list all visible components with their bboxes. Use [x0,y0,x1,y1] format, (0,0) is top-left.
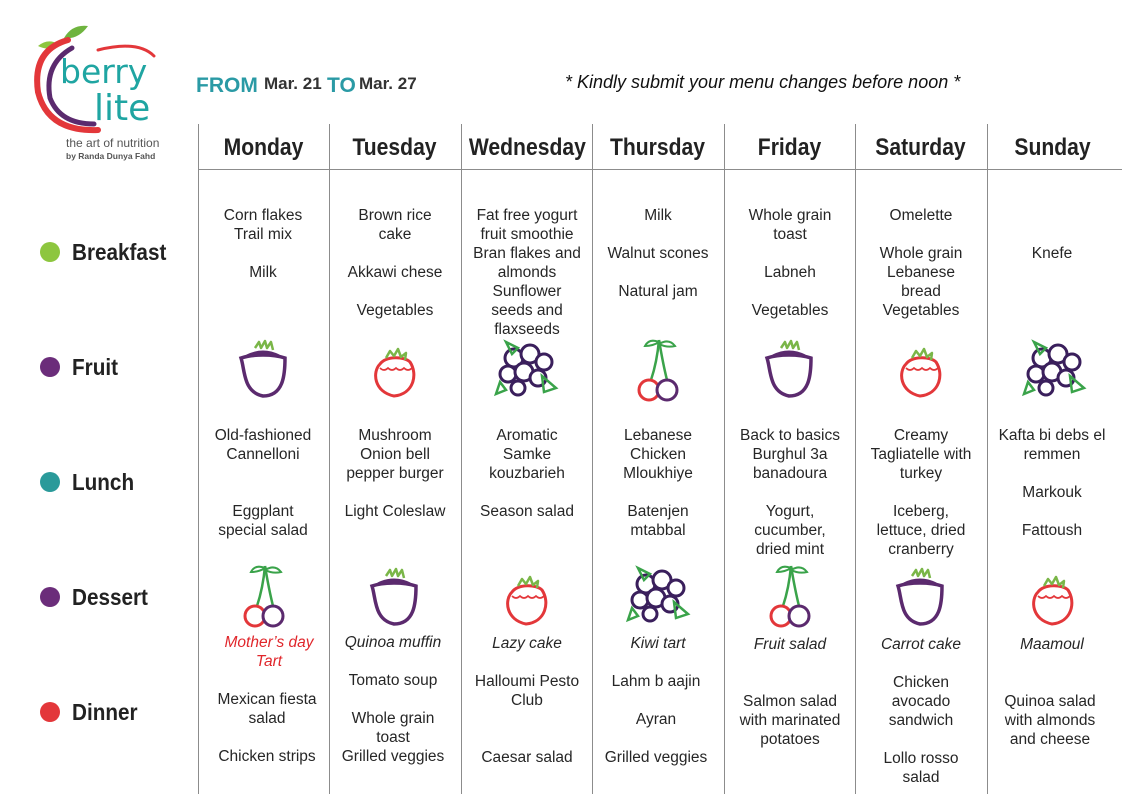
plum-icon [360,564,430,634]
meal-row-breakfast [40,238,177,266]
menu-cell-dinner-monday: Mexican fiesta salad Chicken strips [217,691,317,765]
menu-cell-breakfast-monday: Corn flakes Trail mix Milk [223,207,303,281]
grapes-icon [624,562,694,632]
menu-cell-dinner-wednesday: Halloumi Pesto Club Caesar salad [474,673,580,766]
grapes-icon [1020,336,1090,406]
meal-dot [40,702,60,722]
menu-cell-dessert-thursday: Kiwi tart [630,635,686,652]
menu-cell-dessert-wednesday: Lazy cake [492,635,562,652]
day-header-tuesday: Tuesday [352,134,437,161]
meal-dot [40,587,60,607]
column-divider [855,124,856,794]
plum-icon [229,336,299,406]
raspberry-icon [492,564,562,634]
menu-cell-dinner-sunday: Quinoa salad with almonds and cheese [1004,693,1096,748]
from-label: FROM [196,74,258,97]
plum-icon [886,564,956,634]
menu-cell-lunch-friday: Back to basics Burghul 3a banadoura Yogurt, cucumber, dried mint [740,427,840,558]
meal-label: Breakfast [72,238,167,265]
cherries-icon [755,560,825,630]
menu-cell-breakfast-thursday: Milk Walnut scones Natural jam [607,207,709,300]
menu-cell-lunch-wednesday: Aromatic Samke kouzbarieh Season salad [480,427,574,520]
menu-cell-lunch-saturday: Creamy Tagliatelle with turkey Iceberg, lettuce, dried cranberry [870,427,972,558]
plum-icon [755,336,825,406]
day-header-wednesday: Wednesday [468,134,586,161]
menu-cell-lunch-monday: Old-fashioned Cannelloni Eggplant special salad [214,427,312,539]
to-label: TO [327,74,356,97]
meal-row-dessert [40,583,156,611]
menu-cell-dinner-thursday: Lahm b aajin Ayran Grilled veggies [604,673,708,766]
menu-cell-lunch-thursday: Lebanese Chicken Mloukhiye Batenjen mtabbal [623,427,693,539]
menu-cell-lunch-tuesday: Mushroom Onion bell pepper burger Light Coleslaw [344,427,446,520]
raspberry-icon [360,336,430,406]
column-divider [461,124,462,794]
meal-dot [40,242,60,262]
day-header-saturday: Saturday [875,134,966,161]
raspberry-icon [1018,564,1088,634]
day-header-monday: Monday [223,134,304,161]
meal-dot [40,357,60,377]
menu-cell-dinner-friday: Salmon salad with marinated potatoes [739,693,841,748]
menu-change-notice: * Kindly submit your menu changes before noon * [565,72,961,92]
day-header-sunday: Sunday [1014,134,1091,161]
logo-word-berry: berry [60,52,148,91]
menu-cell-dinner-tuesday: Tomato soup Whole grain toast Grilled veggies [341,672,445,765]
meal-label: Dessert [72,583,148,610]
menu-cell-dessert-sunday: Maamoul [1020,636,1084,653]
day-header-friday: Friday [757,134,822,161]
logo-tagline: the art of nutrition [66,136,160,150]
menu-cell-breakfast-sunday: Knefe [1031,245,1073,262]
menu-cell-dessert-monday: Mother’s day Tart [224,634,314,670]
menu-cell-dinner-saturday: Chicken avocado sandwich Lollo rosso salad [883,674,959,786]
meal-label: Dinner [72,698,138,725]
header-divider [198,169,1122,170]
meal-dot [40,472,60,492]
menu-cell-lunch-sunday: Kafta bi debs el remmen Markouk Fattoush [998,427,1106,539]
menu-cell-breakfast-saturday: Omelette Whole grain Lebanese bread Vegetables [879,207,963,319]
cherries-icon [623,334,693,404]
logo-byline: by Randa Dunya Fahd [66,151,156,161]
to-date: Mar. 27 [359,74,417,93]
menu-cell-dessert-tuesday: Quinoa muffin [344,634,442,651]
cherries-icon [229,560,299,630]
grapes-icon [492,336,562,406]
meal-label: Lunch [72,468,135,495]
meal-row-dinner [40,698,145,726]
meal-row-lunch [40,468,141,496]
berrylite-logo [28,20,188,170]
menu-cell-breakfast-friday: Whole grain toast Labneh Vegetables [748,207,832,319]
menu-cell-breakfast-wednesday: Fat free yogurt fruit smoothie Bran flakes and almonds Sunflower seeds and flaxseeds [473,207,581,338]
day-header-thursday: Thursday [609,134,706,161]
menu-cell-dessert-saturday: Carrot cake [880,636,962,653]
meal-row-fruit [40,353,123,381]
raspberry-icon [886,336,956,406]
column-divider [724,124,725,794]
meal-label: Fruit [72,353,118,380]
logo-word-lite: lite [94,88,151,129]
menu-cell-dessert-friday: Fruit salad [753,636,827,653]
from-date: Mar. 21 [264,74,322,93]
menu-cell-breakfast-tuesday: Brown rice cake Akkawi chese Vegetables [347,207,443,319]
